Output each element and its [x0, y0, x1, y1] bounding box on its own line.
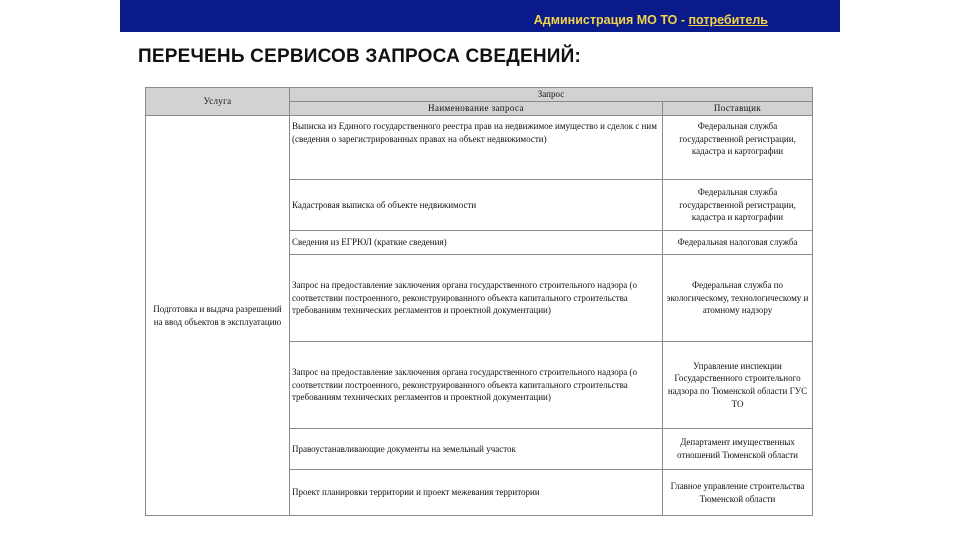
supplier-name: Управление инспекции Государственного строительного надзора по Тюменской области ГУС ТО: [663, 342, 813, 429]
header-org: Администрация МО ТО -: [533, 13, 689, 27]
supplier-name: Федеральная служба государственной регистрации, кадастра и картографии: [663, 180, 813, 231]
services-table: [145, 87, 813, 516]
supplier-name: Федеральная налоговая служба: [663, 231, 813, 255]
header-service: Услуга: [146, 88, 290, 116]
header-supplier: Поставщик: [663, 102, 813, 116]
header-text: [534, 13, 768, 27]
page-title: ПЕРЕЧЕНЬ СЕРВИСОВ ЗАПРОСА СВЕДЕНИЙ:: [138, 46, 581, 67]
request-name: Сведения из ЕГРЮЛ (краткие сведения): [290, 231, 663, 255]
header-request: Запрос: [290, 88, 813, 102]
request-name: Правоустанавливающие документы на земельный участок: [290, 429, 663, 470]
request-name: Проект планировки территории и проект межевания территории: [290, 470, 663, 516]
supplier-name: Департамент имущественных отношений Тюменской области: [663, 429, 813, 470]
table-header-row: [146, 88, 813, 102]
request-name: Запрос на предоставление заключения органа государственного строительного надзора (о соответствии построенного, реконструированного объекта капитального строительства требованиям технических регламентов и проектной документации): [290, 342, 663, 429]
supplier-name: Федеральная служба по экологическому, технологическому и атомному надзору: [663, 255, 813, 342]
header-role-link[interactable]: потребитель: [688, 13, 768, 27]
header-request-name: Наименование запроса: [290, 102, 663, 116]
supplier-name: Главное управление строительства Тюменской области: [663, 470, 813, 516]
supplier-name: Федеральная служба государственной регистрации, кадастра и картографии: [663, 116, 813, 180]
request-name: Выписка из Единого государственного реестра прав на недвижимое имущество и сделок с ним (сведения о зарегистрированных правах на объект недвижимости): [290, 116, 663, 180]
request-name: Запрос на предоставление заключения органа государственного строительного надзора (о соответствии построенного, реконструированного объекта капитального строительства требованиям технических регламентов и проектной документации): [290, 255, 663, 342]
header-banner: [120, 0, 840, 32]
request-name: Кадастровая выписка об объекте недвижимости: [290, 180, 663, 231]
service-name: Подготовка и выдача разрешений на ввод объектов в эксплуатацию: [146, 116, 290, 516]
table-row: [146, 116, 813, 180]
